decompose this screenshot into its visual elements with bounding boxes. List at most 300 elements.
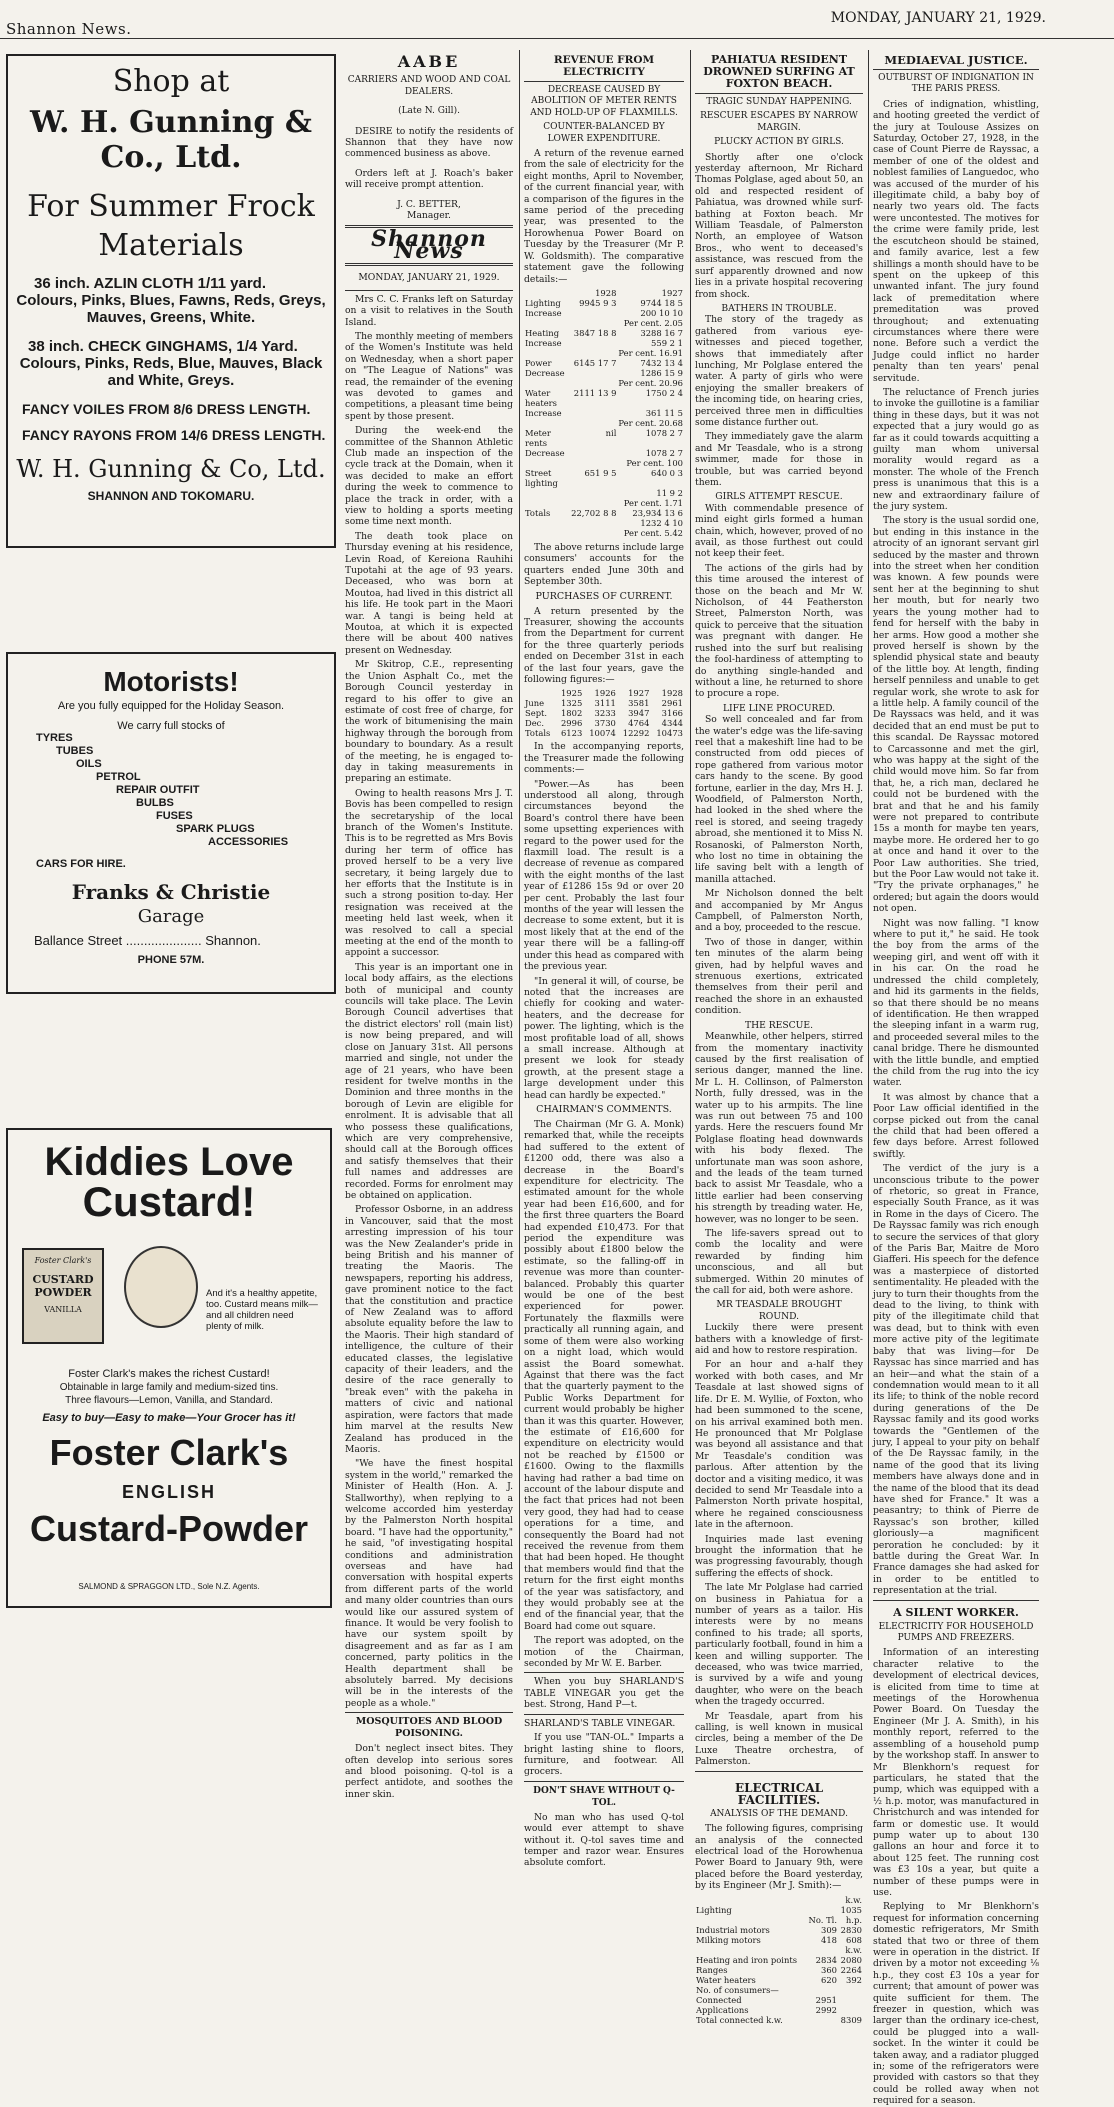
table-cell: 6145 17 7 <box>573 357 617 368</box>
table-cell: Per cent. 20.68 <box>618 417 683 428</box>
table-cell: 8309 <box>840 2014 862 2025</box>
ad-item: Colours, Pinks, Reds, Blue, Mauves, Black <box>19 355 323 372</box>
news-paragraph: The report was adopted, on the motion of the Chairman, seconded by Mr W. E. Barber. <box>524 1635 684 1670</box>
ad-obtain: Obtainable in large family and medium-sized tins. <box>59 1382 279 1393</box>
table-cell <box>524 378 570 388</box>
table-cell <box>524 458 570 468</box>
table-row <box>695 1945 863 1955</box>
table-cell: 620 <box>821 1974 837 1985</box>
article-subheading: ELECTRICITY FOR HOUSEHOLD PUMPS AND FREEZERS. <box>878 1621 1034 1644</box>
quarterly-table <box>524 688 684 738</box>
table-cell: 2996 <box>560 718 583 729</box>
table-row <box>524 488 684 498</box>
table-row <box>524 308 684 318</box>
section-heading: BATHERS IN TROUBLE. <box>721 302 837 314</box>
news-paragraph: Owing to health reasons Mrs J. T. Bovis has been compelled to resign the secretaryship of the local branch of the Women's Institute. This is to be regretted as Mrs Bovis during her term of office has proved herself to be a very live secretary, it being largely due to her efforts that the Institute is in such a strong position to-day. Her resignation was received at the meeting held last week, when it was resolved to call a special meeting at the end of the month to appoint a successor. <box>345 787 513 959</box>
table-cell <box>524 688 556 698</box>
aabe-manager: Manager. <box>407 210 451 222</box>
news-paragraph: During the week-end the committee of the Shannon Athletic Club made an inspection of the cycle track at the Domain, when it was decided to make an effort during the week to commence to place the track in order, with a view to holding a sports meeting some time next month. <box>345 425 513 528</box>
table-cell: Dec. <box>525 718 545 729</box>
ad-richest: Foster Clark's makes the richest Custard! <box>68 1368 270 1380</box>
table-row <box>524 418 684 428</box>
table-cell: Applications <box>696 2004 749 2015</box>
table-cell <box>570 528 617 538</box>
news-paragraph: Information of an interesting character relative to the development of electrical devices, is elicited from time to time at meetings of the Horowhenua Power Board. On Tuesday the Engineer (Mr J. A. Smith), in his monthly report, referred to the assembling of a household pump by the workshop staff. In answer to Mr Blenkhorn's request for particulars, he stated that the pump, which was equipped with a ½ h.p. motor, was manufactured in Christchurch and was intended for farm or domestic use. It would pump water up to about 130 gallons an hour and force it to about 125 feet. The running cost was £3 10s a year, but quite a number of these pumps were in use. <box>873 1647 1039 1898</box>
tin-label: Foster Clark's <box>34 1256 92 1265</box>
masthead-date: MONDAY, JANUARY 21, 1929. <box>358 272 500 284</box>
ad-item: Mauves, Greens, White. <box>86 309 256 326</box>
table-cell: 3730 <box>594 718 616 729</box>
table-cell: Decrease <box>525 447 565 458</box>
table-row <box>524 518 684 528</box>
table-cell <box>570 418 617 428</box>
ad-firm: Franks & Christie <box>71 880 271 904</box>
table-row <box>524 328 684 338</box>
table-cell <box>524 518 570 528</box>
aabe-signature: J. C. BETTER, <box>397 198 461 210</box>
table-cell: 22,702 8 8 <box>571 507 617 518</box>
table-row <box>695 1915 863 1925</box>
news-paragraph: It was almost by chance that a Poor Law official identified in the corpse picked out from the canal the child that had been offered a few days before. Arrest followed swiftly. <box>873 1091 1039 1160</box>
table-cell: 3111 <box>594 698 616 709</box>
news-paragraph: The story of the tragedy as gathered from various eye-witnesses and pieced together, shows that immediately after lunching, Mr Polglase entered the water. A party of girls who were enjoying the smaller breakers of the incoming tide, on hearing cries, perceived three men in difficulties some distance further out. <box>695 314 863 428</box>
table-cell: 6123 <box>560 728 583 739</box>
table-cell <box>570 458 617 468</box>
section-heading: THE RESCUE. <box>744 1019 814 1031</box>
table-cell <box>838 2005 863 2015</box>
table-cell <box>524 488 570 498</box>
table-cell: 7432 13 4 <box>640 357 683 368</box>
table-cell: Increase <box>525 307 562 318</box>
section-heading: GIRLS ATTEMPT RESCUE. <box>715 491 843 503</box>
table-header: 1928 1927 <box>595 287 683 298</box>
table-row <box>524 428 684 448</box>
table-cell: 3947 <box>628 708 650 719</box>
table-cell: 2834 <box>815 1954 837 1965</box>
tin-label: VANILLA <box>44 1305 82 1314</box>
table-cell <box>524 418 570 428</box>
column-electricity <box>524 52 684 1869</box>
news-paragraph: Two of those in danger, within ten minutes of the alarm being given, had by helpful waves and strenuous exertions, extricated themselves from their peril and reached the shore in an exhausted condition. <box>695 936 863 1017</box>
table-row <box>524 338 684 348</box>
aabe-orders: Orders left at J. Roach's baker will receive prompt attention. <box>345 167 513 191</box>
table-cell <box>524 498 570 508</box>
table-cell <box>570 308 617 318</box>
paper-name: Shannon News. <box>6 20 132 38</box>
table-cell <box>570 368 617 378</box>
ad-heading: DON'T SHAVE WITHOUT Q-TOL. <box>533 1785 675 1808</box>
table-cell: 2264 <box>840 1964 862 1975</box>
rule <box>345 1712 513 1713</box>
table-cell: Decrease <box>525 367 565 378</box>
news-paragraph: A return presented by the Treasurer, showing the accounts from the Department for current for the three quarterly periods ended on December 31st in each of the last four years, gave the following figures:— <box>524 605 684 685</box>
table-cell: 2111 13 9 <box>573 387 617 398</box>
news-paragraph: Luckily there were present bathers with a knowledge of first-aid and how to restore respiration. <box>695 1322 863 1357</box>
table-row <box>695 1935 863 1945</box>
table-row <box>695 1925 863 1935</box>
column-local-news <box>345 52 513 1800</box>
table-row <box>695 1985 863 1995</box>
news-paragraph: "We have the finest hospital system in the world," remarked the Minister of Health (Hon. A. J. Stallworthy), when replying to a welcome accorded him yesterday by the Palmerston North hospital board. "I have had the opportunity," he said, "of investigating hospital conditions and administration overseas and have had conversation with hospital experts from different parts of the world and many older countries than ours would like our assured system of finance. It would be very foolish to have our system spoilt by disagreement and as far as I am concerned, party politics in the Health department shall be absolutely barred. My decisions will be in the interests of the people as a whole." <box>345 1458 513 1709</box>
table-row <box>524 708 684 718</box>
tin-label: CUSTARD <box>32 1273 94 1286</box>
table-cell: 608 <box>846 1934 862 1945</box>
table-row <box>695 1995 863 2005</box>
section-heading: CHAIRMAN'S COMMENTS. <box>536 1103 672 1115</box>
table-row <box>524 448 684 458</box>
news-paragraph: "Power.—As has been understood all along, through circumstances beyond the Board's control there have been some upsetting experiences with regard to the power used for the flaxmill load. The result is a decrease of revenue as compared with the eight months of the last year of £1286 15s 9d or over 20 per cent. Probably the last four months of the year will lessen the decrease to some extent, but it is most likely that at the end of the year there will be a falling-off under this head as compared with the previous year. <box>524 778 684 973</box>
table-cell: 1035 <box>840 1904 862 1915</box>
table-cell: Power <box>525 357 552 368</box>
table-cell: Heating and iron points <box>696 1954 798 1965</box>
mosquito-heading: MOSQUITOES AND BLOOD POISONING. <box>355 1716 503 1740</box>
stock-item: REPAIR OUTFIT <box>116 784 200 796</box>
ad-healthy: And it's a healthy appetite, too. Custard means milk—and all children need plenty of milk. <box>206 1288 318 1332</box>
table-cell: 1802 <box>560 708 583 719</box>
table-cell <box>570 318 617 328</box>
table-cell: Totals <box>525 507 551 518</box>
table-cell: 3166 <box>661 708 683 719</box>
ad-item: 36 inch. AZLIN CLOTH 1/11 yard. <box>34 275 267 292</box>
table-cell: Totals <box>525 728 551 739</box>
table-cell: nil <box>605 427 617 438</box>
table-row <box>524 348 684 358</box>
ad-hire: CARS FOR HIRE. <box>36 858 126 870</box>
masthead: Shannon News <box>371 226 487 264</box>
table-row <box>524 718 684 728</box>
table-cell: 360 <box>821 1964 837 1975</box>
table-cell <box>524 528 570 538</box>
article-headline: A SILENT WORKER. <box>893 1605 1019 1619</box>
column-drowning <box>695 52 863 2025</box>
table-cell <box>695 1895 805 1905</box>
news-paragraph: Night was now falling. "I know where to put it," he said. He took the boy from the arms of the weeping girl, and went off with it in his car. On the road he undressed the child completely, and hid its garments in the fields, so that there should be no means of identification. He then wrapped the sleeping infant in a warm rug, and proceeded several miles to the canal bridge. There he dismounted with the little bundle, and emptied the child from the rug into the icy water. <box>873 917 1039 1089</box>
news-paragraph: The life-savers spread out to comb the locality and were rewarded by finding him unconscious, and all but submerged. Within 20 minutes of the call for aid, both were ashore. <box>695 1228 863 1297</box>
table-row <box>695 1975 863 1985</box>
table-cell: 1078 2 7 <box>645 427 683 438</box>
table-cell <box>524 348 570 358</box>
table-cell: Milking motors <box>696 1934 761 1945</box>
rule <box>873 1600 1039 1601</box>
ad-title: Motorists! <box>103 666 239 697</box>
article-subheading: ANALYSIS OF THE DEMAND. <box>710 1808 848 1819</box>
article-subheading: DECREASE CAUSED BY ABOLITION OF METER RENTS AND HOLD-UP OF FLAXMILLS. <box>530 85 678 118</box>
table-cell: 559 2 1 <box>651 337 683 348</box>
table-row <box>695 1955 863 1965</box>
table-row <box>524 298 684 308</box>
table-cell: Per cent. 5.42 <box>623 527 683 538</box>
news-paragraph: Mr Teasdale, apart from his calling, is well known in musical circles, being a member of the De Luxe Theatre orchestra, of Palmerston. <box>695 1710 863 1768</box>
custard-tin-icon <box>22 1248 104 1344</box>
ad-flavours: Three flavours—Lemon, Vanilla, and Standard. <box>65 1395 273 1406</box>
table-cell: Per cent. 20.96 <box>618 377 683 388</box>
table-cell: 1232 4 10 <box>640 517 683 528</box>
table-cell: 1927 <box>628 688 650 699</box>
rule <box>695 1771 863 1772</box>
table-cell <box>838 1985 863 1995</box>
table-cell: 11 9 2 <box>656 487 683 498</box>
table-cell: Lighting <box>525 297 561 308</box>
ad-tagline: Are you fully equipped for the Holiday Season. <box>57 700 285 712</box>
table-cell <box>570 408 617 418</box>
table-cell: No. Tl. <box>808 1914 837 1925</box>
table-cell: June <box>525 698 545 709</box>
news-paragraph: The reluctance of French juries to invoke the guillotine is a familiar thing in these days, but it was not expected that a jury would go as far as it could towards acquitting a guilty man whom universal morality would regard as a monster. The whole of the French press is unanimous that this is a new and extraordinary failure of the jury system. <box>873 386 1039 513</box>
table-cell <box>805 1945 838 1955</box>
table-cell: 200 10 10 <box>640 307 683 318</box>
article-subheading: PLUCKY ACTION BY GIRLS. <box>714 137 844 148</box>
news-paragraph: The story is the usual sordid one, but ending in this instance in the atrocity of an ignorant servant girl seduced by the master and thrown into the street when her condition was known. A few pounds were sent her at the beginning to shut her mouth, but for nearly two years the young mother had to fend for herself with the baby in her arms. How good a mother she proved herself is shown by the splendid physical state and beauty of the little boy. At length, finding herself penniless and unable to get regular work, she wrote to ask for a little help. A family council of the De Rayssacs was held, and it was decided that an end must be put to this scandal. De Rayssac motored to Carcassonne and met the girl, who was happy at the sight of the child would move him. So far from that, he, a rich man, declared he could not be burdened with the brat and that he and his family were not prepared to contribute 15s a month for maybe ten years, maybe more. He ordered her to go at once and hand it over to the Poor Law authorities. She tried, but the Poor Law would not take it. "Try the private orphanages," he ordered; but again the doors would not open. <box>873 515 1039 915</box>
news-paragraph: If you use "TAN-OL." Imparts a bright lasting shine to floors, furniture, and footwear. All grocers. <box>524 1732 684 1778</box>
aabe-late: (Late N. Gill). <box>398 106 460 117</box>
table-cell: 10473 <box>656 728 683 739</box>
table-cell: 3581 <box>628 698 650 709</box>
table-cell: 1926 <box>594 688 616 699</box>
article-headline: ELECTRICAL FACILITIES. <box>734 1780 824 1807</box>
news-paragraph: In the accompanying reports, the Treasurer made the following comments:— <box>524 741 684 776</box>
ad-english: ENGLISH <box>121 1482 216 1502</box>
rule <box>524 81 684 82</box>
news-paragraph: The following figures, comprising an analysis of the connected electrical load of the Horowhenua Power Board to January 9th, were placed before the Board yesterday, by its Engineer (Mr J. Smith):— <box>695 1823 863 1892</box>
column-rule <box>690 50 691 1660</box>
ad-firm-name: W. H. Gunning & Co., Ltd. <box>30 105 312 175</box>
ad-item: 38 inch. CHECK GINGHAMS, 1/4 Yard. <box>28 338 298 355</box>
table-cell <box>570 378 617 388</box>
column-rule <box>868 50 869 1660</box>
rule <box>695 93 863 94</box>
table-cell: 2961 <box>661 698 683 709</box>
column-justice <box>873 52 1039 2107</box>
stock-item: OILS <box>76 758 102 770</box>
news-paragraph: When you buy SHARLAND'S TABLE VINEGAR you get the best. Strong, Hand P—t. <box>524 1676 684 1711</box>
table-cell: 3233 <box>594 708 616 719</box>
table-row <box>524 368 684 378</box>
aabe-body: DESIRE to notify the residents of Shannon that they have now commenced business as above. <box>345 125 513 160</box>
table-cell <box>570 498 617 508</box>
table-cell: 4344 <box>661 718 683 729</box>
news-paragraph: A return of the revenue earned from the sale of electricity for the eight months, April to November, of the current financial year, with a comparison of the figures in the same period of the preceding year, was presented to the Horowhenua Power Board on Tuesday by the Treasurer (Mr P. W. Goldsmith). The comparative statement gave the following details:— <box>524 148 684 285</box>
table-row <box>524 358 684 368</box>
table-cell <box>570 518 617 528</box>
table-cell <box>805 1895 838 1905</box>
table-row <box>524 458 684 468</box>
table-cell: 10074 <box>589 728 616 739</box>
table-cell: Per cent. 2.05 <box>623 317 683 328</box>
table-cell <box>805 1905 838 1915</box>
table-cell <box>570 338 617 348</box>
table-cell: k.w. <box>845 1894 862 1905</box>
table-cell <box>570 488 617 498</box>
table-cell: 1286 15 9 <box>640 367 683 378</box>
table-cell: Per cent. 16.91 <box>618 347 683 358</box>
rule <box>873 69 1039 70</box>
rule <box>345 290 513 291</box>
table-cell: 2830 <box>840 1924 862 1935</box>
table-row <box>524 468 684 488</box>
demand-table <box>695 1895 863 2025</box>
table-cell <box>570 348 617 358</box>
gunning-advert <box>6 54 336 548</box>
table-cell: Industrial motors <box>696 1924 770 1935</box>
table-cell: 4764 <box>628 718 650 729</box>
table-cell: Increase <box>525 337 562 348</box>
table-cell: Lighting <box>696 1904 732 1915</box>
table-cell <box>570 448 617 458</box>
news-paragraph: They immediately gave the alarm and Mr Teasdale, who is a strong swimmer, made for those in trouble, but was carried beyond them. <box>695 431 863 488</box>
table-cell: No. of consumers— <box>696 1984 779 1995</box>
ad-easy: Easy to buy—Easy to make—Your Grocer has it! <box>42 1412 296 1424</box>
news-paragraph: So well concealed and far from the water's edge was the life-saving reel that a makeshift line had to be constructed from odd pieces of rope gathered from various motor cars handy to the scene. By good fortune, earlier in the day, Mrs H. J. Woodfield, of Palmerston North, had looked in the shed where the reel is stored, and seeing tragedy abroad, she mentioned it to Miss N. Rosanoski, of Palmerston North, who lost no time in obtaining the life saving belt with a length of manilla attached. <box>695 714 863 885</box>
table-row <box>524 408 684 418</box>
table-cell: Per cent. 1.71 <box>623 497 683 508</box>
table-row <box>524 728 684 738</box>
table-cell: Water heaters <box>525 387 557 408</box>
table-row <box>524 528 684 538</box>
table-cell: 651 9 5 <box>584 467 617 478</box>
table-cell <box>838 1995 863 2005</box>
tin-label: POWDER <box>34 1286 92 1299</box>
news-paragraph: "In general it will, of course, be noted that the increases are chiefly for cooking and water-heaters, and the decrease for power. The lighting, which is the most profitable load of all, shows a small increase. Although at present we look for steady growth, at the present stage a large development under this head can hardly be expected." <box>524 975 684 1101</box>
stock-item: SPARK PLUGS <box>176 823 255 835</box>
article-subheading: OUTBURST OF INDIGNATION IN THE PARIS PRESS. <box>878 73 1034 95</box>
news-paragraph: Mrs C. C. Franks left on Saturday on a visit to relatives in the South Island. <box>345 293 513 328</box>
table-cell: 2992 <box>815 2004 837 2015</box>
table-cell: 3847 18 8 <box>573 327 617 338</box>
ad-signature: W. H. Gunning & Co, Ltd. <box>16 455 326 483</box>
motorists-advert <box>6 652 336 994</box>
table-row <box>524 378 684 388</box>
table-row <box>695 1965 863 1975</box>
ad-product: Custard-Powder <box>29 1508 309 1549</box>
news-paragraph: The verdict of the jury is a unconscious tribute to the power of rhetoric, so great in France, especially South France, as it was in Rome in the days of Cicero. The De Rayssac family was rich enough to secure the services of that glory of the Paris Bar, Maitre de Moro Giafferi. His speech for the defence was a masterpiece of distorted sentimentality. He pleaded with the jury to turn their thoughts from the dead to the living, to think with pity of the illegitimate child that was dead, but to think with even more active pity of the legitimate baby that was living—for De Rayssac has since married and has an heir—and what the stain of a condemnation would mean to it all its life; to think of the noble record during generations of the De Rayssac family and its good works towards the "Gentlemen of the jury, I appeal to your pity on behalf of the De Rayssac family, in the name of the good that its living members have always done and in the name of the blood that its dead have shed for France." It was a peasantry; to think of Pierre de Rayssac's son brother, killed gloriously—a magnificent peroration he concluded: by it battle during the Great War. In France damages she had asked for in order to be entitled to representation at the trial. <box>873 1163 1039 1597</box>
table-row <box>695 2005 863 2015</box>
table-cell <box>805 1985 838 1995</box>
table-row <box>695 1895 863 1905</box>
ad-towns: SHANNON AND TOKOMARU. <box>87 489 255 503</box>
rule <box>524 1714 684 1715</box>
table-cell: 1325 <box>560 698 583 709</box>
page-date: MONDAY, JANUARY 21, 1929. <box>830 10 1046 26</box>
stock-item: TYRES <box>36 732 73 744</box>
table-cell: 392 <box>846 1974 862 1985</box>
news-paragraph: Cries of indignation, whistling, and hooting greeted the verdict of the jury at Toulouse Assizes on Saturday, October 27, 1928, in the case of Count Pierre de Rayssac, a member of one of the oldest and noblest families of Languedoc, who was accused of the murder of his illegitimate child, a baby boy of nearly two years old. The facts were uncontested. The motives for the crime were family pride, lest the escutcheon should be stained, and family avarice, lest a few shillings a month should have to be spent on the upkeep of this unwanted infant. The jury found lack of premeditation where premeditation was proved throughout; and extenuating circumstances where there were none. Before such a verdict the Judge could inflict no harder penalty than ten years' penal servitude. <box>873 98 1039 384</box>
header-rule <box>0 38 1114 39</box>
article-subheading: RESCUER ESCAPES BY NARROW MARGIN. <box>700 111 858 133</box>
revenue-table <box>524 288 684 538</box>
news-paragraph: The actions of the girls had by this time aroused the interest of those on the beach and Mr W. Nicholson, of 44 Featherston Street, Palmerston North, was quick to perceive that the situation was pregnant with danger. He rushed into the surf but realising the fool-hardiness of attempting to do anything single-handed and without a line, he returned to shore to procure a rope. <box>695 562 863 700</box>
table-cell <box>524 318 570 328</box>
table-cell: 1925 <box>560 688 583 699</box>
table-row <box>524 498 684 508</box>
table-cell: 23,934 13 6 <box>632 507 683 518</box>
article-subheading: TRAGIC SUNDAY HAPPENING. <box>706 97 852 107</box>
table-cell: 2080 <box>840 1954 862 1965</box>
table-cell: k.w. <box>845 1944 862 1955</box>
news-paragraph: No man who has used Q-tol would ever attempt to shave without it. Q-tol saves time and temper and razor wear. Ensures absolute comfort. <box>524 1811 684 1869</box>
article-headline: PAHIATUA RESIDENT DROWNED SURFING AT FOXTON BEACH. <box>703 53 855 90</box>
child-face-icon <box>124 1246 198 1328</box>
stock-item: TUBES <box>56 745 94 757</box>
stock-item: ACCESSORIES <box>208 836 289 848</box>
table-cell: 12292 <box>622 728 650 739</box>
stock-item: BULBS <box>136 797 174 809</box>
news-paragraph: The late Mr Polglase had carried on business in Pahiatua for a number of years as a tailor. His interests were by no means confined to his trade; all sports, particularly football, found in him a keen and willing supporter. The deceased, who was twice married, is survived by a wife and young daughter, who were on the beach when the tragedy occurred. <box>695 1582 863 1708</box>
table-cell: h.p. <box>845 1914 862 1925</box>
news-paragraph: Don't neglect insect bites. They often develop into serious sores and blood poisoning. Q-tol is a perfect antidote, and soothes the inner skin. <box>345 1743 513 1800</box>
news-paragraph: This year is an important one in local body affairs, as the elections both of municipal and county councils will take place. The Levin Borough Council advertises that the district electors' roll (main list) is now being prepared, and will close on January 31st. All persons married and single, not under the age of 21 years, who have been resident for twelve months in the Dominion and three months in the borough of Levin are eligible for enrolment. It is advisable that all who possess these qualifications, which are very comprehensive, should call at the Borough offices and satisfy themselves that their full names and addresses are recorded. Forms for enrolment may be obtained on application. <box>345 961 513 1201</box>
table-cell: Heating <box>525 327 560 338</box>
table-cell: Per cent. 100 <box>626 457 683 468</box>
table-cell: 2951 <box>815 1994 837 2005</box>
ad-item: and White, Greys. <box>107 372 235 389</box>
column-rule <box>519 50 520 1660</box>
news-paragraph: The death took place on Thursday evening at his residence, Levin Road, of Kereiona Rauhihi Tupotahi at the age of 93 years. Deceased, who was born at Moutoa, had lived in this district all his life. He took part in the Maori war. A tangi is being held at Moutoa, at which it is expected there will be about 400 natives present on Wednesday. <box>345 530 513 656</box>
news-paragraph: The Chairman (Mr G. A. Monk) remarked that, while the receipts had suffered to the extent of £1200 odd, there was also a decrease in the Board's expenditure for electricity. The estimated amount for the whole year had been £16,600, and for the first three quarters the Board had expended £10,473. For that period the expenditure was possibly about £1800 below the estimate, so the falling-off in revenue was more than counter-balanced. Probably this quarter would be one of the best experienced for power. Fortunately the flaxmills were practically all running again, and some of them were also working on a night load, which would assist the Board somewhat. Against that there was the fact that the quarterly payment to the Public Works Department for current would probably be higher than it was this quarter. However, the estimate of £16,600 for expenditure on electricity would not be reached by £1500 or £1600. Owing to the flaxmills having had rather a bad time on account of the labour dispute and the fact that prices had not been very good, they had had to cease operations for a time, and consequently the Board had not received the revenue from them that had been hoped. He thought that members would find that the return for the first eight months of the year was satisfactory, and they would probably see at the end of the financial year, that the Board had come out square. <box>524 1118 684 1632</box>
table-cell: 361 11 5 <box>645 407 683 418</box>
news-paragraph: The above returns include large consumers' accounts for the quarters ended June 30th and September 30th. <box>524 541 684 588</box>
table-cell <box>805 2015 838 2025</box>
table-cell: Street lighting <box>525 467 558 488</box>
table-row <box>524 698 684 708</box>
news-paragraph: Replying to Mr Blenkhorn's request for information concerning domestic refrigerators, Mr Smith stated that two or three of them were in operation in the district. If driven by a motor not exceeding ⅛ h.p., they cost £3 10s a year for current; that amount of power was quite sufficient for them. The freezer in question, which was larger than the ordinary ice-chest, could be plugged into a wall-socket. In the winter it could be taken away, and a radiator plugged in; some of the refrigerators were provided with castors so that they could be rolled away when not required for a season. <box>873 1901 1039 2107</box>
news-paragraph: Shortly after one o'clock yesterday afternoon, Mr Richard Thomas Polglase, aged about 50, an old and respected resident of Pahiatua, was drowned while surf-bathing at Foxton beach. Mr William Teasdale, of Palmerston North, an employee of Watson Bros., who went to deceased's assistance, was rescued from the surf apparently drowned and now lies in a private hospital recovering from shock. <box>695 151 863 300</box>
table-row <box>695 2015 863 2025</box>
news-paragraph: Inquiries made last evening brought the information that he was progressing favourably, though suffering the effects of shock. <box>695 1533 863 1579</box>
ad-garage: Garage <box>137 906 205 927</box>
news-paragraph: Meanwhile, other helpers, stirred from the momentary inactivity caused by the first realisation of serious danger, manned the line. Mr L. H. Collinson, of Palmerston North, fully dressed, was in the water up to his armpits. The line was run out between 75 and 100 yards. Here the rescuers found Mr Polglase floating head downwards with his body flexed. The unfortunate man was soon ashore, and the leads of the team turned back to assist Mr Teasdale, who a little earlier had been conserving his strength by treading water. He, however, was no longer to be seen. <box>695 1031 863 1225</box>
ad-line1: For Summer Frock <box>27 189 315 224</box>
table-row <box>524 508 684 518</box>
table-cell: Meter rents <box>525 427 551 448</box>
table-cell: 9744 18 5 <box>640 297 683 308</box>
ad-item: FANCY RAYONS FROM 14/6 DRESS LENGTH. <box>22 427 326 443</box>
table-cell: Sept. <box>525 708 548 719</box>
aabe-subheading: CARRIERS AND WOOD AND COAL DEALERS. <box>347 75 511 97</box>
table-cell <box>695 1915 805 1925</box>
table-cell: 1078 2 7 <box>645 447 683 458</box>
table-row <box>524 688 684 698</box>
table-row <box>524 388 684 408</box>
custard-advert <box>6 1128 332 1608</box>
news-paragraph: With commendable presence of mind eight girls formed a human chain, which, however, proved of no avail, as those furthest out could not keep their feet. <box>695 502 863 560</box>
stock-item: FUSES <box>156 810 193 822</box>
table-cell: Increase <box>525 407 562 418</box>
ad-headline: Kiddies Love <box>44 1140 294 1184</box>
article-headline: MEDIAEVAL JUSTICE. <box>884 53 1028 67</box>
ad-line2: Materials <box>98 228 244 263</box>
ad-stock-list <box>8 732 334 852</box>
news-paragraph: Mr Skitrop, C.E., representing the Union Asphalt Co., met the Borough Council yesterday in regard to his offer to give an estimate of cost free of charge, for the work of bitumenising the main highway through the borough from boundary to boundary. As a result of the meeting, he is engaged to-day in taking measurements in preparing an estimate. <box>345 659 513 785</box>
rule <box>524 1781 684 1782</box>
table-cell: 418 <box>821 1934 837 1945</box>
table-cell <box>695 1945 805 1955</box>
news-paragraph: For an hour and a-half they worked with both cases, and Mr Teasdale at last showed signs of life. Dr E. M. Wyllie, of Foxton, who had been summoned to the scene, on his arrival examined both men. He pronounced that Mr Polglase was beyond all assistance and that Mr Teasdale's condition was parlous. After attention by the doctor and a visiting medico, it was decided to send Mr Teasdale into a Palmerston North private hospital, where he regained consciousness late in the afternoon. <box>695 1359 863 1531</box>
table-cell: Ranges <box>696 1964 728 1975</box>
table-cell: 1928 <box>661 688 683 699</box>
ad-item: Colours, Pinks, Blues, Fawns, Reds, Greys, <box>16 292 326 309</box>
ad-stocks: We carry full stocks of <box>117 720 225 732</box>
news-paragraph: The monthly meeting of members of the Women's Institute was held on Wednesday, when a short paper on "The League of Nations" was read, the remainder of the evening was devoted to games and competitions, a pleasant time being spent by those present. <box>345 330 513 422</box>
article-headline: REVENUE FROM ELECTRICITY <box>553 54 655 78</box>
news-paragraph: Mr Nicholson donned the belt and accompanied by Mr Angus Campbell, of Palmerston North, and a boy, proceeded to the rescue. <box>695 888 863 934</box>
article-subheading: COUNTER-BALANCED BY LOWER EXPENDITURE. <box>543 122 665 144</box>
table-cell: 1750 2 4 <box>645 387 683 398</box>
table-cell: 9945 9 3 <box>579 297 617 308</box>
table-cell: 3288 16 7 <box>640 327 683 338</box>
stock-item: PETROL <box>96 771 141 783</box>
rule <box>524 1672 684 1673</box>
ad-agents: SALMOND & SPRAGGON LTD., Sole N.Z. Agents. <box>78 1582 260 1591</box>
